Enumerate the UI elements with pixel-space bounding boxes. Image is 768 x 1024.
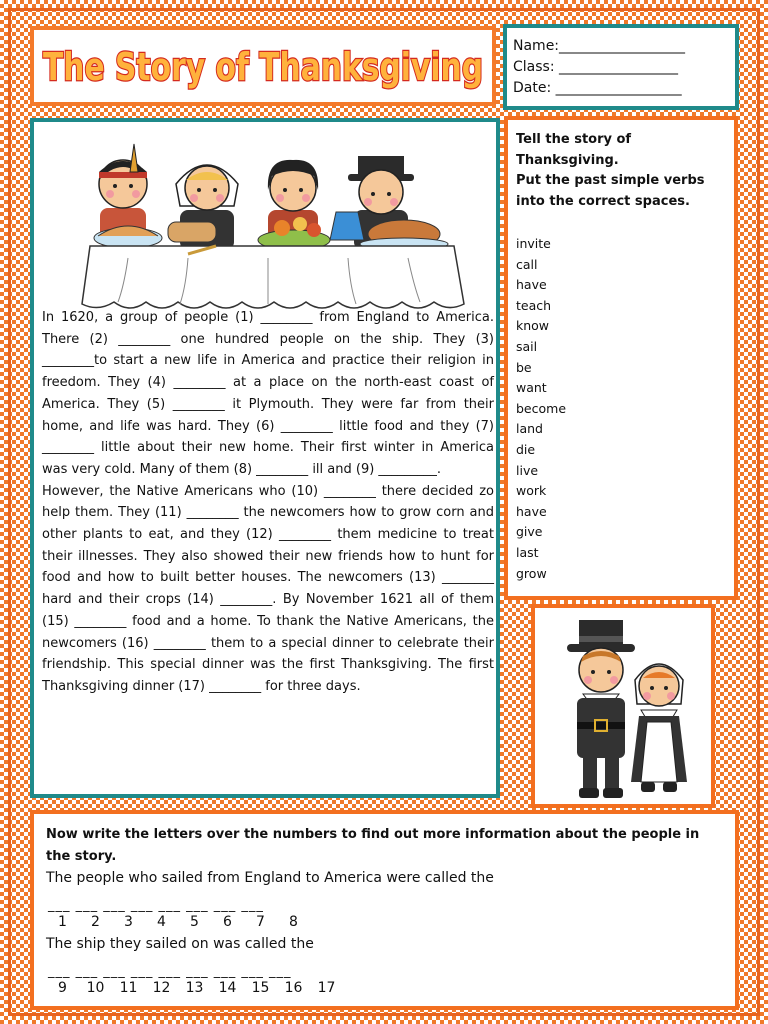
page-title: The Story of Thanksgiving — [43, 45, 483, 89]
verb-item: know — [516, 318, 550, 334]
pilgrim-couple-illustration — [555, 618, 695, 804]
question-1: The people who sailed from England to America were called the — [46, 870, 494, 886]
exercise-instruction: Now write the letters over the numbers to find out more information about the people in the story. — [46, 827, 700, 864]
letter-number: 4 — [157, 914, 166, 930]
story-box — [30, 118, 500, 798]
letter-number: 2 — [91, 914, 100, 930]
name-line[interactable]: Name:__________________ — [513, 38, 686, 54]
date-line[interactable]: Date: __________________ — [513, 80, 682, 96]
verb-item: want — [516, 380, 547, 396]
letter-number: 13 — [185, 980, 204, 996]
letter-number: 6 — [223, 914, 232, 930]
verb-item: teach — [516, 297, 552, 313]
letter-number: 5 — [190, 914, 199, 930]
letter-number: 14 — [218, 980, 237, 996]
verb-item: land — [516, 421, 543, 437]
instructions — [516, 130, 726, 212]
pilgrim-picture-box — [531, 604, 715, 808]
instruction-line-2: Put the past simple verbs into the correct spaces. — [516, 173, 705, 209]
letter-number: 9 — [58, 980, 67, 996]
letter-numbers-1 — [46, 914, 310, 930]
verb-item: become — [516, 400, 567, 416]
verb-list — [516, 234, 566, 584]
letter-number: 11 — [119, 980, 138, 996]
letter-number: 12 — [152, 980, 171, 996]
student-info-box — [503, 24, 739, 110]
story-paragraph — [42, 307, 494, 698]
story-part-1: In 1620, a group of people (1) ________ from England to America. There (2) ________ one hundred people on the ship. They (3) ________to start a new life in America and practice their religion in freedom. They (4) ________ at a place on the north-east coast of America. They (5) ________ it Plymouth. They were far from their home, and life was hard. They (6) ________ little food and they (7) ________ little about their new home. Their first winter in America was very cold. Many of them (8) ________ ill and (9) _________. — [42, 310, 494, 477]
verb-item: have — [516, 277, 547, 293]
letter-number: 17 — [317, 980, 336, 996]
answer-blanks-2[interactable]: ___ ___ ___ ___ ___ ___ ___ ___ ___ — [48, 964, 292, 979]
verb-item: give — [516, 524, 543, 540]
question-2: The ship they sailed on was called the — [46, 936, 314, 952]
verb-item: work — [516, 483, 547, 499]
verb-item: live — [516, 462, 539, 478]
verb-item: grow — [516, 565, 547, 581]
letter-number: 1 — [58, 914, 67, 930]
instruction-line-1: Tell the story of Thanksgiving. — [516, 132, 632, 168]
letter-number: 16 — [284, 980, 303, 996]
letter-number: 15 — [251, 980, 270, 996]
class-line[interactable]: Class: _________________ — [513, 59, 678, 75]
title-art — [34, 30, 492, 102]
verb-item: sail — [516, 338, 538, 354]
letter-number: 3 — [124, 914, 133, 930]
verbs-box — [504, 116, 738, 600]
answer-blanks-1[interactable]: ___ ___ ___ ___ ___ ___ ___ ___ — [48, 898, 264, 913]
verb-item: last — [516, 544, 539, 560]
verb-item: die — [516, 441, 536, 457]
verb-item: invite — [516, 236, 551, 251]
verb-item: have — [516, 503, 547, 519]
letter-number: 7 — [256, 914, 265, 930]
title-banner — [30, 26, 496, 106]
verb-item: call — [516, 256, 538, 272]
letter-number: 10 — [86, 980, 105, 996]
letter-number: 8 — [289, 914, 298, 930]
letter-numbers-2 — [46, 980, 343, 996]
thanksgiving-table-illustration — [68, 136, 474, 316]
code-exercise-box — [30, 810, 739, 1010]
story-part-2: However, the Native Americans who (10) ________ there decided zo help them. They (11) ________ the newcomers how to grow corn and other plants to eat, and they (12) ________ them medicine to treat their illnesses. They also showed their new friends how to hunt for food and how to built better houses. The newcomers (13) ________ hard and their crops (14) ________. By November 1621 all of them (15) ________ food and a home. To thank the Native Americans, the newcomers (16) ________ them to a special dinner to celebrate their friendship. This special dinner was the first Thanksgiving. The first Thanksgiving dinner (17) ________ for three days. — [42, 483, 494, 694]
verb-item: be — [516, 359, 532, 375]
